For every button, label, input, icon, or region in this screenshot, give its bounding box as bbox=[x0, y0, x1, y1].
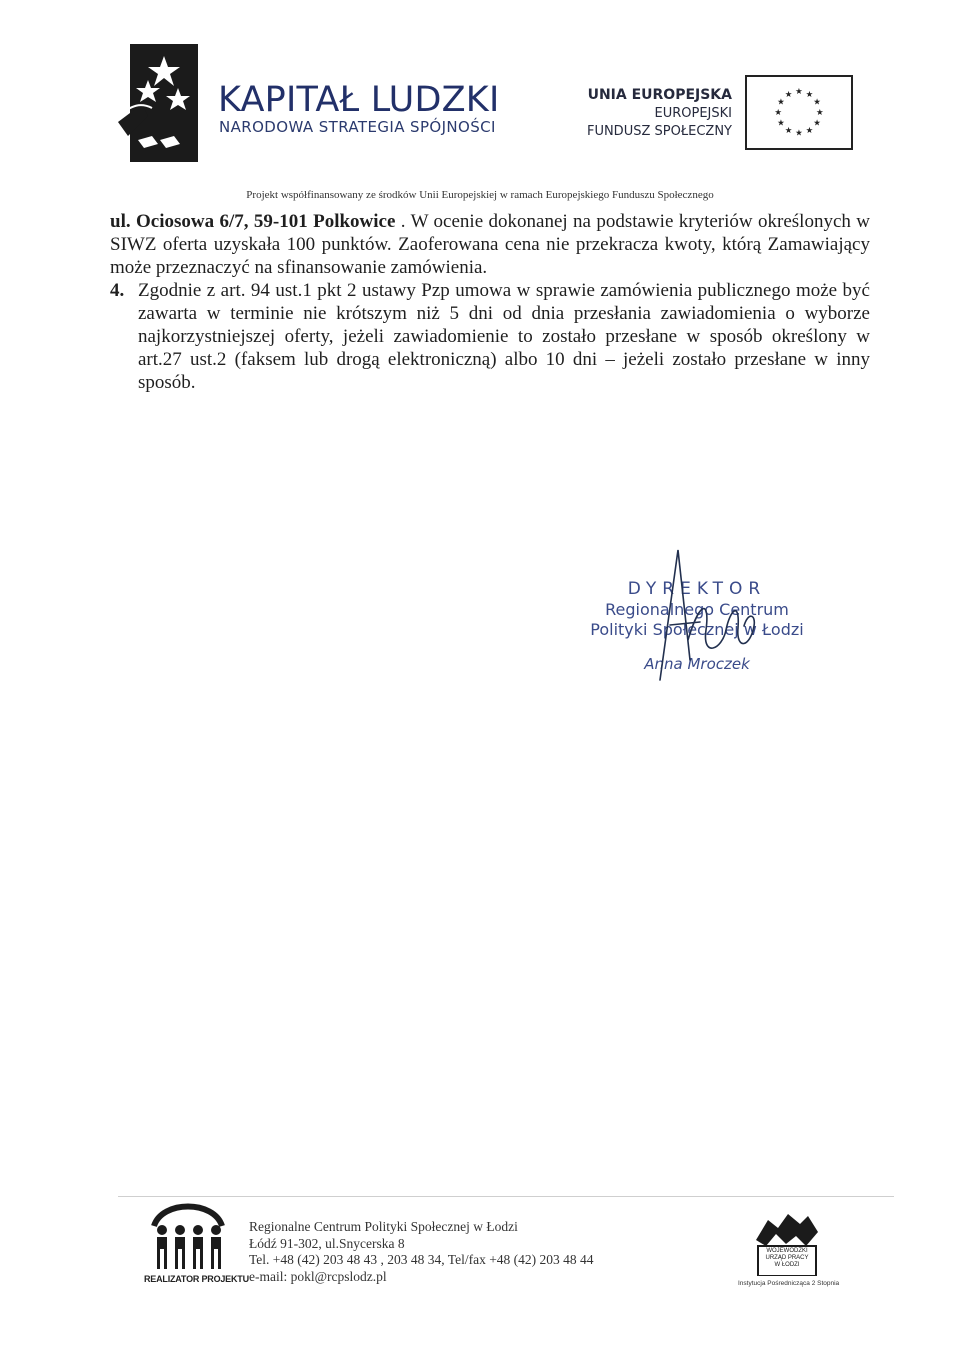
footer-phone: Tel. +48 (42) 203 48 43 , 203 48 34, Tel/fax +48 (42) 203 48 44 bbox=[249, 1252, 594, 1267]
eu-flag-icon bbox=[745, 75, 853, 150]
stamp-org-line2: Polityki Społecznej w Łodzi bbox=[590, 620, 804, 639]
realizator-label: REALIZATOR PROJEKTU bbox=[144, 1274, 249, 1284]
eu-star-icon: ★ bbox=[805, 125, 814, 136]
program-subtitle: NARODOWA STRATEGIA SPÓJNOŚCI bbox=[219, 118, 496, 136]
wup-text-line1: WOJEWÓDZKI bbox=[766, 1248, 808, 1254]
eu-star-icon: ★ bbox=[784, 125, 793, 136]
handwritten-signature bbox=[630, 530, 780, 690]
eu-star-icon: ★ bbox=[777, 97, 785, 108]
eu-fund-label bbox=[587, 86, 732, 141]
footer-email: e-mail: pokl@rcpslodz.pl bbox=[249, 1268, 387, 1284]
paragraph-offer-evaluation bbox=[110, 210, 870, 279]
kapital-ludzki-logo bbox=[118, 44, 198, 162]
stamp-title: DYREKTOR bbox=[627, 579, 767, 599]
eu-union-text: UNIA EUROPEJSKA bbox=[587, 87, 732, 103]
eu-star-icon: ★ bbox=[777, 118, 785, 129]
wup-text bbox=[748, 1248, 826, 1269]
eu-star-icon: ★ bbox=[795, 87, 803, 98]
program-title: KAPITAŁ LUDZKI bbox=[218, 80, 500, 120]
eu-star-icon: ★ bbox=[816, 107, 824, 118]
eu-star-icon: ★ bbox=[813, 118, 821, 129]
cofinancing-note: Projekt współfinansowany ze środków Unii Europejskiej w ramach Europejskiego Funduszu Społecznego bbox=[246, 189, 714, 201]
wup-caption: Instytucja Pośrednicząca 2 Stopnia bbox=[738, 1280, 840, 1287]
footer-org-name: Regionalne Centrum Polityki Społecznej w Łodzi bbox=[249, 1219, 518, 1234]
stamp-name: Anna Mroczek bbox=[644, 655, 750, 673]
footer-contact bbox=[249, 1219, 594, 1285]
wup-text-line3: W ŁODZI bbox=[774, 1262, 800, 1268]
realizator-logo bbox=[148, 1198, 228, 1273]
eu-star-icon: ★ bbox=[774, 107, 782, 118]
eu-star-icon: ★ bbox=[805, 89, 814, 100]
list-item-text: Zgodnie z art. 94 ust.1 pkt 2 ustawy Pzp umowa w sprawie zamówienia publicznego może być zawarta w terminie nie krótszym niż 5 dni od dnia przesłania zawiadomienia o wyborze najkorzystniejszej oferty, jeżeli zawiadomienie to zostało przesłane w sposób określony w art.27 ust.2 (faksem lub drogą elektroniczną) albo 10 dni – jeżeli zostało przesłane w inny sposób. bbox=[138, 280, 870, 393]
footer-divider bbox=[118, 1196, 894, 1197]
list-item-number: 4. bbox=[110, 280, 125, 301]
eu-star-icon: ★ bbox=[795, 128, 803, 139]
stamp-org-line1: Regionalnego Centrum bbox=[605, 600, 789, 619]
offer-evaluation-text: . W ocenie dokonanej na podstawie kryteriów określonych w SIWZ oferta uzyskała 100 punktów. Zaoferowana cena nie przekracza kwoty, którą Zamawiający może przeznaczyć na sfinansowanie zamówienia. bbox=[110, 211, 870, 278]
wup-text-line2: URZĄD PRACY bbox=[765, 1255, 809, 1261]
list-item-4 bbox=[110, 279, 870, 394]
contractor-address: ul. Ociosowa 6/7, 59-101 Polkowice bbox=[110, 211, 396, 232]
eu-star-icon: ★ bbox=[784, 89, 793, 100]
eu-fund-line1: EUROPEJSKI bbox=[654, 106, 732, 121]
eu-star-icon: ★ bbox=[813, 97, 821, 108]
footer-address: Łódź 91-302, ul.Snycerska 8 bbox=[249, 1235, 405, 1251]
document-body bbox=[110, 210, 870, 394]
eu-fund-line2: FUNDUSZ SPOŁECZNY bbox=[586, 124, 732, 139]
